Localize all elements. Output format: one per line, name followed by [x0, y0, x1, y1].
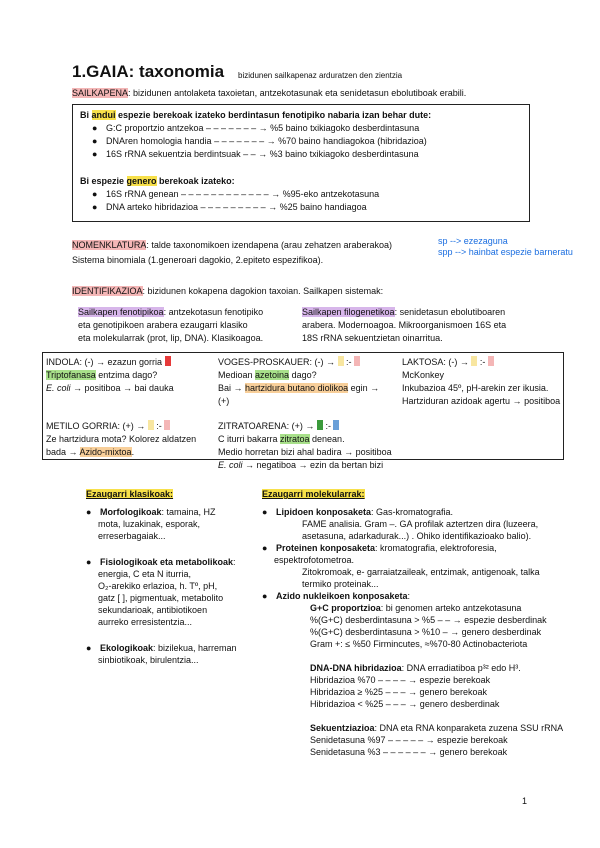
page-subtitle: bizidunen sailkapenaz arduratzen den zientzia — [238, 71, 403, 80]
sailkapen-filogenetikoa: Sailkapen filogenetikoa: senidetasun ebolutiboaren arabera. Modernoagoa. Mikroorganismoen 16S eta 18S rRNA sekuentzietan oinarritua. — [302, 307, 507, 343]
andui-highlight: andui — [91, 110, 116, 120]
species-item-1: ● G:C proportzio antzekoa – – – – – – – → %5 baino txikiagoko desberdintasuna — [92, 123, 420, 133]
test-laktosa: LAKTOSA: (-) → :- McKonkey Inkubazioa 45º, pH-arekin zer ikusia. Hartziduran azidoak agertu → positiboa — [402, 357, 561, 406]
sailkapena-label: SAILKAPENA — [72, 88, 129, 98]
genus-item-2: ● DNA arteko hibridazioa – – – – – – – – – → %25 baino handiagoa — [92, 202, 367, 212]
nomenklatura-label: NOMENKLATURA — [72, 240, 147, 250]
genus-question: Bi espezie genero berekoak izateko: — [80, 176, 235, 186]
page-number: 1 — [522, 796, 528, 806]
sailkapen-fenotipikoa: Sailkapen fenotipikoa: antzekotasun fenotipiko eta genotipikoen arabera ezaugarri klasiko eta molekularrak (prot, lip, DNA). Klasikoagoa. — [78, 307, 264, 343]
page-title: 1.GAIA: taxonomia — [72, 62, 225, 81]
molekularrak-column: Ezaugarri molekularrak: ● Lipidoen konposaketa: Gas-kromatografia. FAME analisia. Gram –. GA profilak aztertzen dira (luzeera, asetasuna, adarkadurak...) . Ohiko identifikazioako balio). ● Proteinen konposaketa: kromatografia, elektroforesia, espektrofotometroa. Zitokromoak, e- garraiatzaileak, entzimak, antigenoak, talka termiko proteinak... ● Azido nukleikoen konposaketa: G+C proportzioa: bi genomen arteko antzekotasuna %(G+C) desberdintasuna > %5 – – → espezie desberdinak %(G+C) desberdintasuna > %10 – → genero desberdinak Gram +: ≤ %50 Firmincutes, ≈%70-80 Actinobacteriota DNA-DNA hibridazioa: DNA erradiatiboa p³² edo H³. Hibridazioa %70 – – – – → espezie berekoak Hibridazioa ≥ %25 – – – → genero berekoak Hibridazioa < %25 – – – → genero desberdinak Sekuentziazioa: DNA eta RNA konparaketa zuzena SSU rRNA Senidetasuna %97 – – – – – → espezie berekoak Senidetasuna %3 – – – – – – → genero berekoak — [262, 489, 564, 757]
spp-note: spp --> hainbat espezie barneratu — [438, 247, 573, 257]
genero-highlight: genero — [126, 176, 157, 186]
test-voges: VOGES-PROSKAUER: (-) → :- Medioan azetoina dago? Bai → hartzidura butano diolikoa egin → (+) — [218, 357, 380, 406]
identifikazioa-line: IDENTIFIKAZIOA: bizidunen kokapena dagokion taxoian. Sailkapen sistemak: — [72, 286, 384, 296]
genus-item-1: ● 16S rRNA genean – – – – – – – – – – – – → %95-eko antzekotasuna — [92, 189, 380, 199]
species-question: Bi andui espezie berekoak izateko berdintasun fenotipiko nabaria izan behar dute: — [80, 110, 432, 120]
nomenklatura-line: NOMENKLATURA: talde taxonomikoen izendapena (arau zehatzen araberakoa) — [72, 240, 393, 250]
sailkapena-text: : bizidunen antolaketa taxoietan, antzekotasunak eta senidetasun ebolutiboak erabili. — [128, 88, 467, 98]
species-item-2: ● DNAren homologia handia – – – – – – – → %70 baino handiagokoa (hibridazioa) — [92, 136, 427, 146]
nomenklatura-line2: Sistema binomiala (1.generoari dagokio, 2.epiteto espezifikoa). — [72, 255, 324, 265]
test-indola: INDOLA: (-) → ezazun gorria Triptofanasa entzima dago? E. coli → positiboa → bai dauka — [46, 357, 174, 393]
red-swatch — [165, 356, 171, 366]
species-item-3: ● 16S rRNA sekuentzia berdintsuak – – → %3 baino txikiagoko desberdintasuna — [92, 149, 419, 159]
test-metilo: METILO GORRIA: (+) → :- Ze hartzidura mota? Kolorez aldatzen bada → Azido-mixtoa. — [46, 421, 197, 457]
sp-note: sp --> ezezaguna — [438, 236, 508, 246]
test-zitrato: ZITRATOARENA: (+) → :- C iturri bakarra zitratoa denean. Medio horretan bizi ahal badira → positiboa E. coli → negatiboa → ezin da bertan bizi — [218, 421, 392, 470]
klasikoak-column: Ezaugarri klasikoak: ● Morfologikoak: tamaina, HZ mota, luzakinak, esporak, erreserbagaiak... ● Fisiologikoak eta metabolikoak: energia, C eta N iturria, O₂-arekiko erlazioa, h. Tº, pH, gatz [ ], pigmentuak, metabolito sekundarioak, antibiotikoen aurreko erresistentzia... ● Ekologikoak: bizilekua, harreman sinbiotikoak, birulentzia... — [86, 489, 237, 665]
sailkapena-line — [72, 88, 466, 99]
identifikazioa-label: IDENTIFIKAZIOA — [72, 286, 143, 296]
